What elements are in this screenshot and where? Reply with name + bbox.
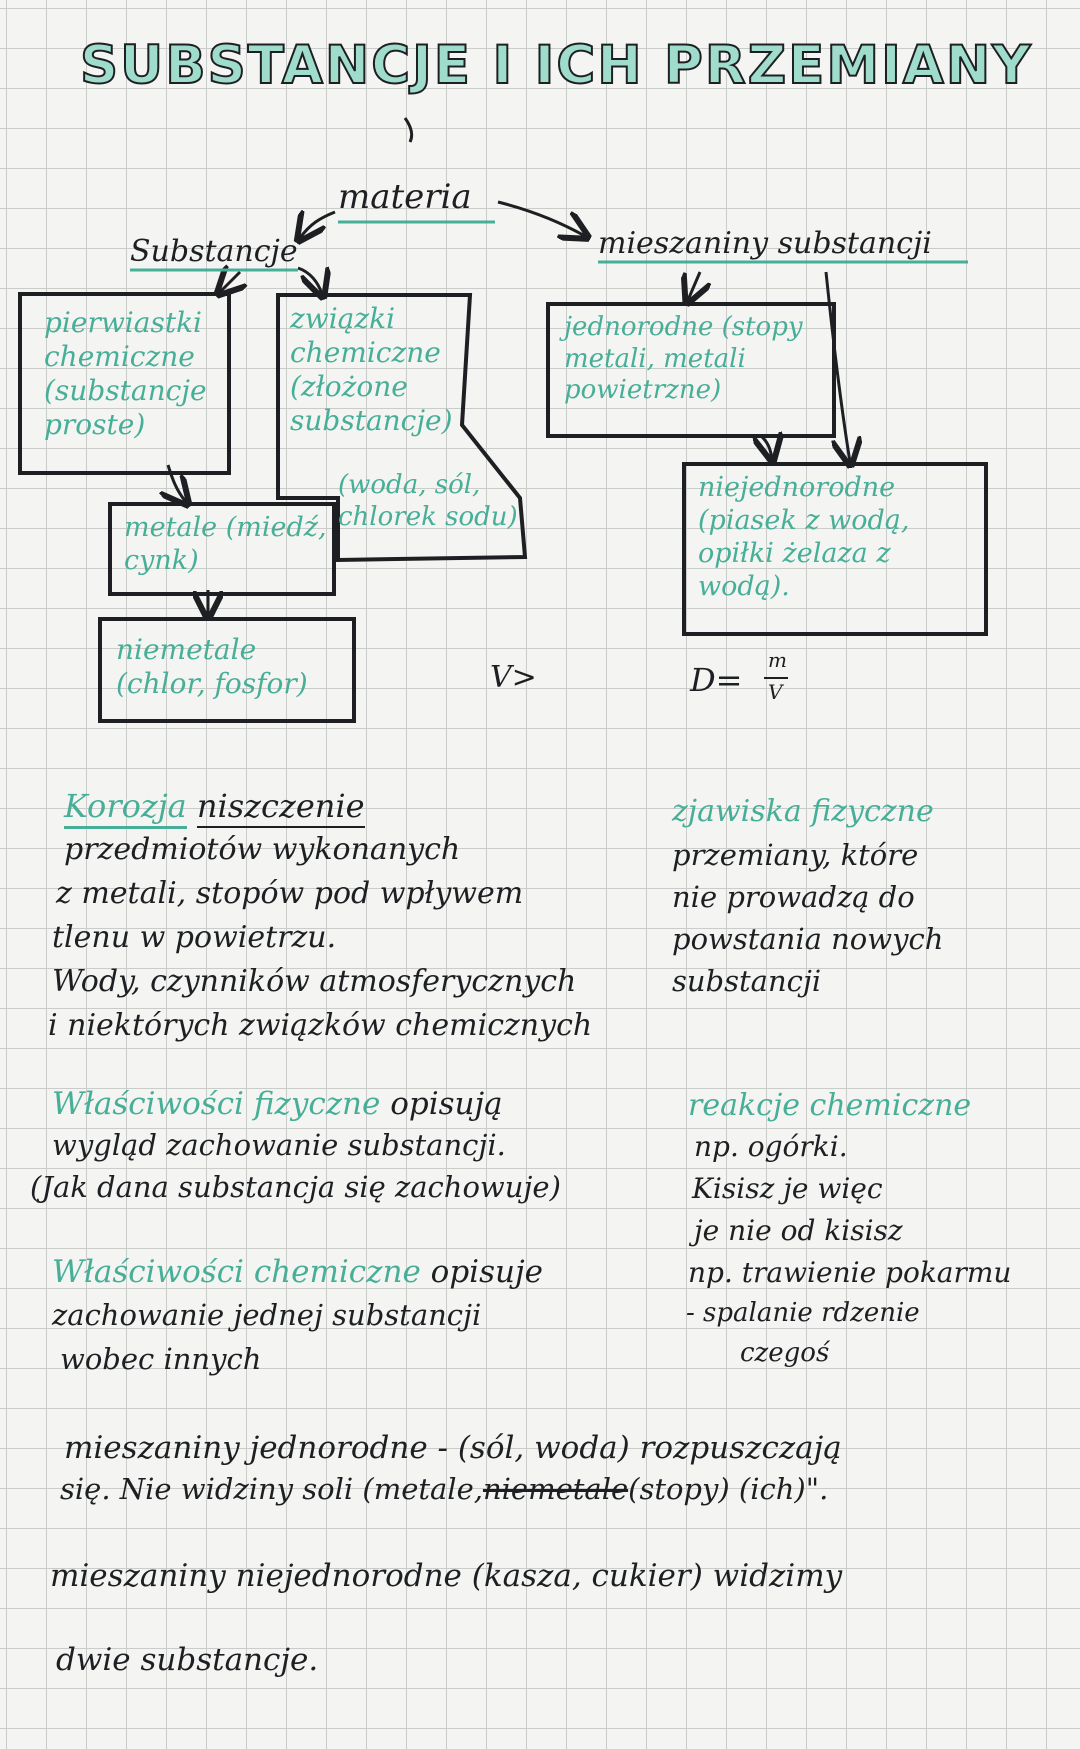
reakcje-line2: np. ogórki.: [694, 1130, 848, 1163]
bottom-line2-b: (stopy) (ich)".: [628, 1472, 829, 1506]
zjawiska-line4: powstania nowych: [672, 922, 944, 956]
substancje-label: Substancje: [130, 234, 298, 269]
pierwiastki-box: [18, 292, 231, 475]
niemetale-box: [98, 617, 356, 723]
zjawiska-line3: nie prowadzą do: [672, 880, 915, 914]
wl-fizyczne-term: Właściwości fizyczne: [52, 1086, 381, 1122]
korozja-def: niszczenie: [197, 787, 365, 828]
zjawiska-line2: przemiany, które: [672, 838, 919, 872]
korozja-term: Korozja: [64, 787, 187, 829]
bottom-line4: dwie substancje.: [56, 1642, 319, 1678]
korozja-line3: z metali, stopów pod wpływem: [56, 876, 524, 911]
korozja-line1: [64, 787, 365, 825]
wl-fizyczne-line3: (Jak dana substancja się zachowuje): [30, 1170, 561, 1204]
reakcje-term: reakcje chemiczne: [688, 1088, 972, 1123]
wl-fizyczne-line1: [52, 1088, 503, 1121]
jednorodne-text: jednorodne (stopy metali, metali powietrzne): [564, 312, 803, 406]
jednorodne-box: [546, 302, 836, 438]
mieszaniny-label: mieszaniny substancji: [598, 226, 932, 261]
reakcje-line7: czegoś: [740, 1338, 830, 1368]
wl-fizyczne-line2: wygląd zachowanie substancji.: [52, 1128, 506, 1162]
bottom-line2-a: się. Nie widziny soli (metale,: [60, 1472, 483, 1506]
reakcje-line5: np. trawienie pokarmu: [688, 1256, 1012, 1289]
density-m: m: [768, 648, 787, 672]
wl-chemiczne-line2: zachowanie jednej substancji: [52, 1298, 482, 1332]
wl-chemiczne-line3: wobec innych: [60, 1342, 262, 1376]
korozja-line5: Wody, czynników atmosferycznych: [52, 964, 577, 999]
wl-fizyczne-rest: opisują: [390, 1086, 503, 1122]
metale-text: metale (miedź, cynk): [124, 512, 327, 576]
bottom-line3: mieszaniny niejednorodne (kasza, cukier) widzimy: [50, 1558, 843, 1594]
korozja-line2: przedmiotów wykonanych: [64, 832, 461, 867]
bottom-line1: mieszaniny jednorodne - (sól, woda) rozpuszczają: [64, 1430, 842, 1466]
v-symbol: V>: [490, 660, 537, 695]
niemetale-text: niemetale (chlor, fosfor): [116, 633, 308, 701]
reakcje-line3: Kisisz je więc: [692, 1172, 883, 1205]
wl-chemiczne-rest: opisuje: [430, 1254, 543, 1290]
niejednorodne-box: [682, 462, 988, 636]
bottom-line2-strike: niemetale: [482, 1472, 629, 1506]
zwiazki-examples: (woda, sól, chlorek sodu): [338, 470, 518, 532]
pierwiastki-text: pierwiastki chemiczne (substancje proste): [44, 306, 207, 442]
korozja-line4: tlenu w powietrzu.: [52, 920, 337, 955]
wl-chemiczne-term: Właściwości chemiczne: [52, 1254, 421, 1290]
bottom-line2: [60, 1474, 828, 1504]
density-v: V: [768, 680, 783, 704]
zjawiska-line5: substancji: [672, 964, 822, 998]
korozja-line6: i niektórych związków chemicznych: [48, 1008, 593, 1043]
metale-box: [108, 502, 336, 596]
reakcje-line4: je nie od kisisz: [694, 1214, 903, 1247]
reakcje-line6: - spalanie rdzenie: [686, 1298, 920, 1328]
zjawiska-term: zjawiska fizyczne: [672, 794, 934, 829]
niejednorodne-text: niejednorodne (piasek z wodą, opiłki żelaza z wodą).: [698, 472, 910, 602]
wl-chemiczne-line1: [52, 1256, 543, 1289]
page-title: SUBSTANCJE I ICH PRZEMIANY: [80, 35, 1033, 96]
density-d: D=: [690, 661, 743, 699]
zwiazki-text: związki chemiczne (złożone substancje): [290, 302, 453, 438]
materia-label: materia: [338, 177, 472, 217]
